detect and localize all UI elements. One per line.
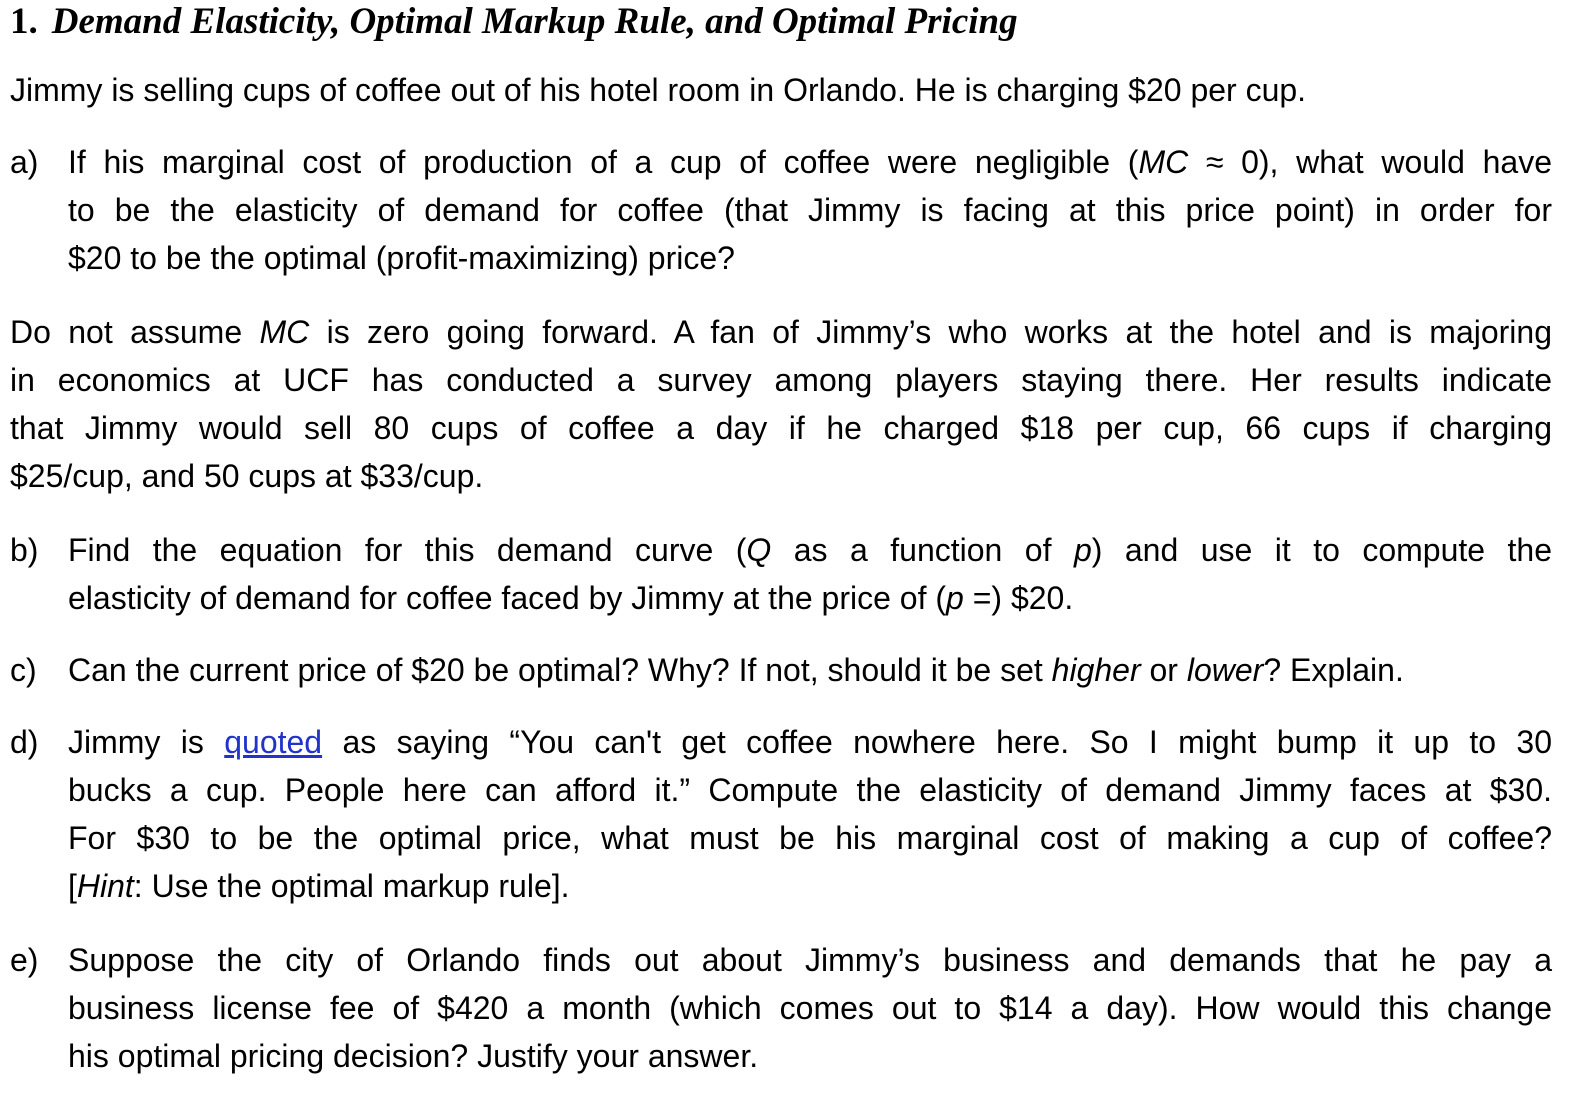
question-a-text: If his marginal cost of production of a cup of coffee were negligible (MC ≈ 0), what would have to be the elasticity of demand for coffee (that Jimmy is facing at this price point) in order for $20 to be the optimal (profit-maximizing) price? <box>68 144 1553 276</box>
question-b-text: Find the equation for this demand curve (Q as a function of p) and use it to compute the elasticity of demand for coffee faced by Jimmy at the price of (p =) $20. <box>68 532 1553 616</box>
question-b-marker: b) <box>10 532 39 568</box>
question-c-marker: c) <box>10 652 37 688</box>
question-c-text: Can the current price of $20 be optimal? Why? If not, should it be set higher or lower? Explain. <box>68 652 1404 688</box>
question-a <box>10 138 1552 282</box>
question-e-marker: e) <box>10 942 39 978</box>
section-title: Demand Elasticity, Optimal Markup Rule, and Optimal Pricing <box>51 1 1018 42</box>
section-number: 1. <box>10 1 38 42</box>
survey-paragraph: Do not assume MC is zero going forward. A fan of Jimmy’s who works at the hotel and is majoring in economics at UCF has conducted a survey among players staying there. Her results indicate that Jimmy would sell 80 cups of coffee a day if he charged $18 per cup, 66 cups if charging $25/cup, and 50 cups at $33/cup. <box>10 314 1553 494</box>
question-b <box>10 526 1552 622</box>
question-d <box>10 718 1552 910</box>
question-a-marker: a) <box>10 144 39 180</box>
question-e <box>10 936 1552 1080</box>
section-heading <box>10 0 1018 44</box>
question-c <box>10 646 1552 694</box>
question-d-marker: d) <box>10 724 39 760</box>
quoted-link[interactable]: quoted <box>224 724 323 760</box>
question-e-text: Suppose the city of Orlando finds out about Jimmy’s business and demands that he pay a business license fee of $420 a month (which comes out to $14 a day). How would this change his optimal pricing decision? Justify your answer. <box>68 942 1552 1074</box>
question-d-text: Jimmy is quoted as saying “You can't get coffee nowhere here. So I might bump it up to 30 bucks a cup. People here can afford it.” Compute the elasticity of demand Jimmy faces at $30. For $30 to be the optimal price, what must be his marginal cost of making a cup of coffee? [Hint: Use the optimal markup rule]. <box>68 724 1553 904</box>
intro-paragraph: Jimmy is selling cups of coffee out of his hotel room in Orlando. He is charging $20 per cup. <box>10 72 1307 108</box>
